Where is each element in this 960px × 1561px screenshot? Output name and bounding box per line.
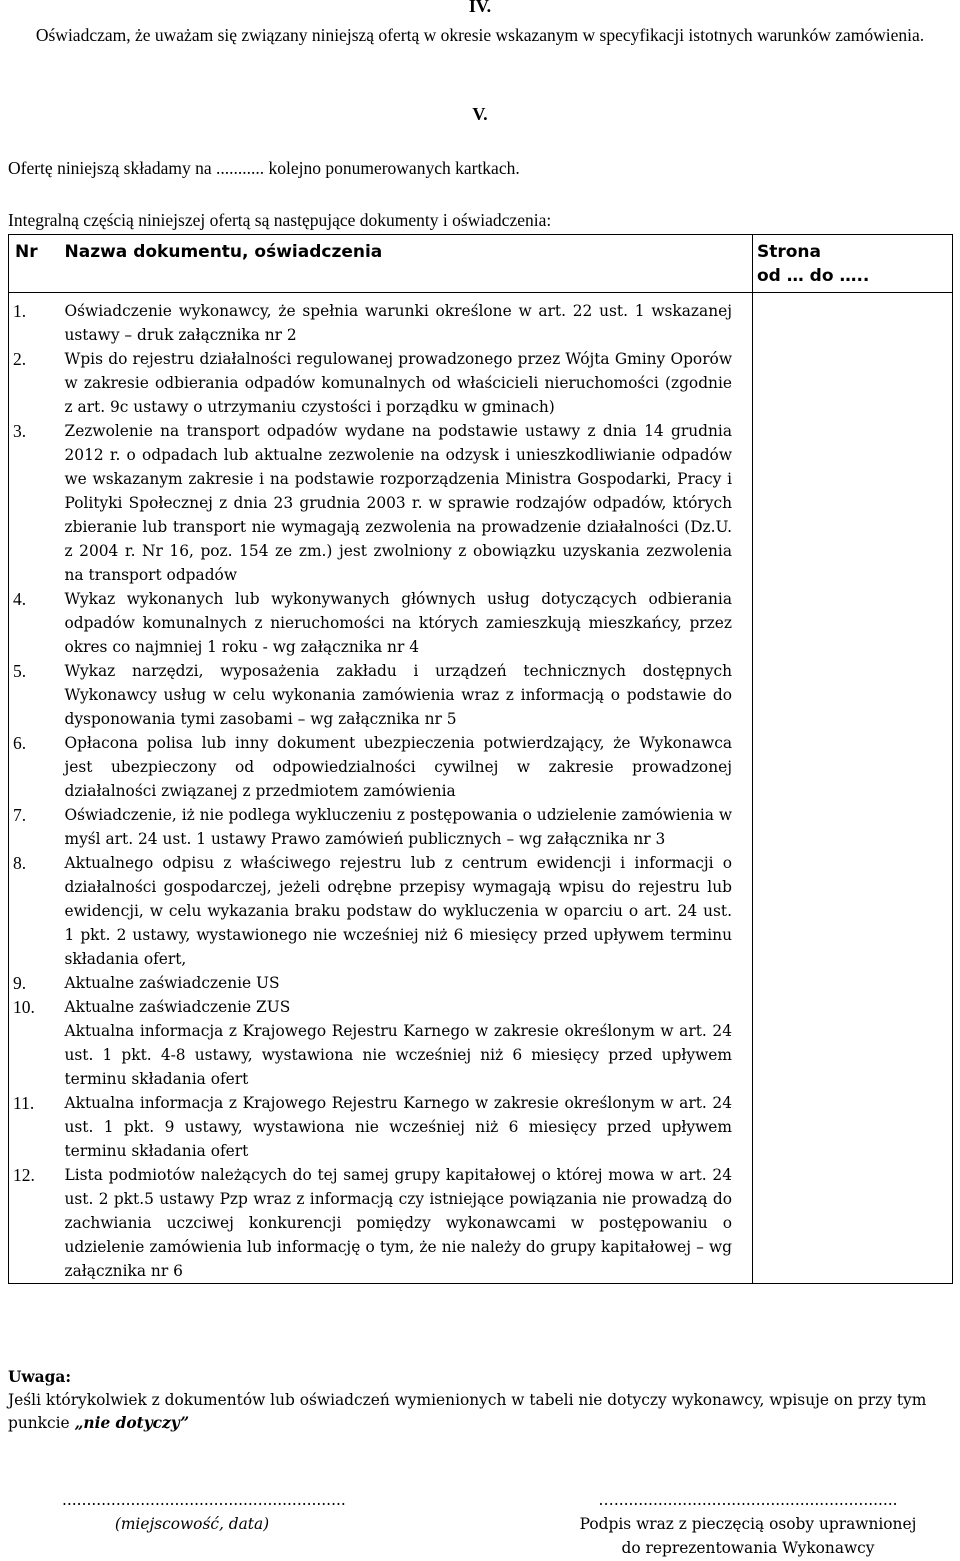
row-page-range — [753, 293, 953, 348]
row-page-range — [753, 995, 953, 1019]
row-page-range — [753, 1163, 953, 1284]
row-page-range — [753, 347, 953, 419]
place-date-dots: .......................................................... — [62, 1491, 346, 1509]
row-number: 1. — [9, 293, 65, 348]
row-number — [9, 1019, 65, 1091]
section-v-heading: V. — [472, 104, 488, 124]
column-header-page-label: Strona — [757, 242, 822, 262]
row-number: 12. — [9, 1163, 65, 1284]
table-row — [9, 995, 953, 1019]
column-header-name: Nazwa dokumentu, oświadczenia — [65, 235, 753, 293]
row-page-range — [753, 1019, 953, 1091]
note-text-wrapper — [8, 1389, 952, 1435]
table-row — [9, 1163, 953, 1284]
row-number: 2. — [9, 347, 65, 419]
documents-table-header — [9, 235, 953, 293]
row-document-name: Wykaz narzędzi, wyposażenia zakładu i urządzeń technicznych dostępnych Wykonawcy usług w celu wykonania zamówienia wraz z informacją o podstawie do dysponowania tymi zasobami – wg załącznika nr 5 — [64, 662, 732, 728]
documents-intro: Integralną częścią niniejszej ofertą są następujące dokumenty i oświadczenia: — [8, 210, 552, 230]
row-number: 4. — [9, 587, 65, 659]
documents-table-body — [9, 293, 953, 1284]
section-iv-heading: IV. — [468, 0, 492, 16]
row-page-range — [753, 803, 953, 851]
row-number: 8. — [9, 851, 65, 971]
table-row — [9, 293, 953, 348]
signature-dots: ….......................................................... — [598, 1491, 898, 1509]
row-document-name: Wpis do rejestru działalności regulowanej prowadzonego przez Wójta Gminy Oporów w zakresie odbierania odpadów komunalnych od właścicieli nieruchomości (zgodnie z art. 9c ustawy o utrzymaniu czystości i porządku w gminach) — [64, 350, 732, 416]
row-number: 5. — [9, 659, 65, 731]
signature-label-line1: Podpis wraz z pieczęcią osoby uprawnionej — [579, 1515, 917, 1533]
row-document-name: Aktualnego odpisu z właściwego rejestru lub z centrum ewidencji i informacji o działalności gospodarczej, jeżeli odrębne przepisy wymagają wpisu do rejestru lub ewidencji, w celu wykazania braku podstaw do wykluczenia w oparciu o art. 24 ust. 1 pkt. 2 ustawy, wystawionego nie wcześniej niż 6 miesięcy przed upływem terminu składania ofert, — [64, 854, 732, 968]
row-page-range — [753, 851, 953, 971]
row-page-range — [753, 419, 953, 587]
row-document-name: Zezwolenie na transport odpadów wydane na podstawie ustawy z dnia 14 grudnia 2012 r. o odpadach lub aktualne zezwolenie na odzysk i unieszkodliwianie odpadów we wskazanym zakresie i na podstawie rozporządzenia Ministra Gospodarki, Pracy i Polityki Społecznej z dnia 23 grudnia 2003 r. w sprawie rodzajów odpadów, których zbieranie lub transport nie wymagają zezwolenia na prowadzenie działalności (Dz.U. z 2004 r. Nr 16, poz. 154 ze zm.) jest zwolniony z obowiązku uzyskania zezwolenia na transport odpadów — [64, 422, 732, 584]
note-block — [8, 1366, 952, 1435]
table-row — [9, 659, 953, 731]
place-date-block — [62, 1488, 346, 1536]
row-document-name: Opłacona polisa lub inny dokument ubezpieczenia potwierdzający, że Wykonawca jest ubezpieczony od odpowiedzialności cywilnej w zakresie prowadzonej działalności związanej z przedmiotem zamówienia — [64, 734, 732, 800]
table-row — [9, 731, 953, 803]
row-number: 7. — [9, 803, 65, 851]
row-page-range — [753, 971, 953, 995]
column-header-nr: Nr — [9, 235, 65, 293]
table-row — [9, 851, 953, 971]
row-number: 3. — [9, 419, 65, 587]
table-row — [9, 347, 953, 419]
note-emphasis: „nie dotyczy” — [74, 1414, 190, 1432]
row-number: 9. — [9, 971, 65, 995]
row-document-name: Aktualna informacja z Krajowego Rejestru Karnego w zakresie określonym w art. 24 ust. 1 pkt. 9 ustawy, wystawiona nie wcześniej niż 6 miesięcy przed upływem terminu składania ofert — [64, 1094, 732, 1160]
row-document-name: Aktualna informacja z Krajowego Rejestru Karnego w zakresie określonym w art. 24 ust. 1 pkt. 4-8 ustawy, wystawiona nie wcześniej niż 6 miesięcy przed upływem terminu składania ofert — [64, 1022, 732, 1088]
row-number: 10. — [9, 995, 65, 1019]
table-row — [9, 803, 953, 851]
table-row — [9, 1091, 953, 1163]
documents-table — [8, 234, 953, 1284]
note-text: Jeśli którykolwiek z dokumentów lub oświadczeń wymienionych w tabeli nie dotyczy wykonawcy, wpisuje on przy tym punkcie — [8, 1391, 927, 1432]
row-number: 11. — [9, 1091, 65, 1163]
row-document-name: Oświadczenie, iż nie podlega wykluczeniu z postępowania o udzielenie zamówienia w myśl art. 24 ust. 1 ustawy Prawo zamówień publicznych – wg załącznika nr 3 — [64, 806, 732, 848]
row-page-range — [753, 731, 953, 803]
column-header-page — [753, 235, 953, 293]
signature-label-line2: do reprezentowania Wykonawcy — [621, 1539, 875, 1557]
column-header-page-range: od … do ….. — [757, 266, 870, 286]
row-document-name: Lista podmiotów należących do tej samej grupy kapitałowej o której mowa w art. 24 ust. 2 pkt.5 ustawy Pzp wraz z informacją czy istniejące powiązania nie prowadzą do zachwiania uczciwej konkurencji pomiędzy wykonawcami w postępowaniu o udzielenie zamówienia lub informację o tym, że nie należy do grupy kapitałowej – wg załącznika nr 6 — [65, 1163, 753, 1284]
row-number: 6. — [9, 731, 65, 803]
signature-block — [548, 1488, 948, 1560]
row-document-name: Aktualne zaświadczenie ZUS — [64, 998, 291, 1016]
table-row — [9, 1019, 953, 1091]
note-label: Uwaga: — [8, 1368, 72, 1386]
row-document-name: Aktualne zaświadczenie US — [64, 974, 280, 992]
row-page-range — [753, 1091, 953, 1163]
row-page-range — [753, 587, 953, 659]
table-row — [9, 587, 953, 659]
table-row — [9, 971, 953, 995]
table-row — [9, 419, 953, 587]
row-document-name: Oświadczenie wykonawcy, że spełnia warunki określone w art. 22 ust. 1 wskazanej ustawy – druk załącznika nr 2 — [64, 302, 732, 344]
row-document-name: Wykaz wykonanych lub wykonywanych głównych usług dotyczących odbierania odpadów komunalnych z nieruchomości na których zamieszkują mieszkańcy, przez okres co najmniej 1 roku - wg załącznika nr 4 — [64, 590, 732, 656]
declaration-text: Oświadczam, że uważam się związany niniejszą ofertą w okresie wskazanym w specyfikacji istotnych warunków zamówienia. — [35, 25, 925, 45]
place-date-label: (miejscowość, data) — [114, 1515, 270, 1533]
offer-pages-line: Ofertę niniejszą składamy na ........... kolejno ponumerowanych kartkach. — [8, 158, 520, 178]
row-page-range — [753, 659, 953, 731]
